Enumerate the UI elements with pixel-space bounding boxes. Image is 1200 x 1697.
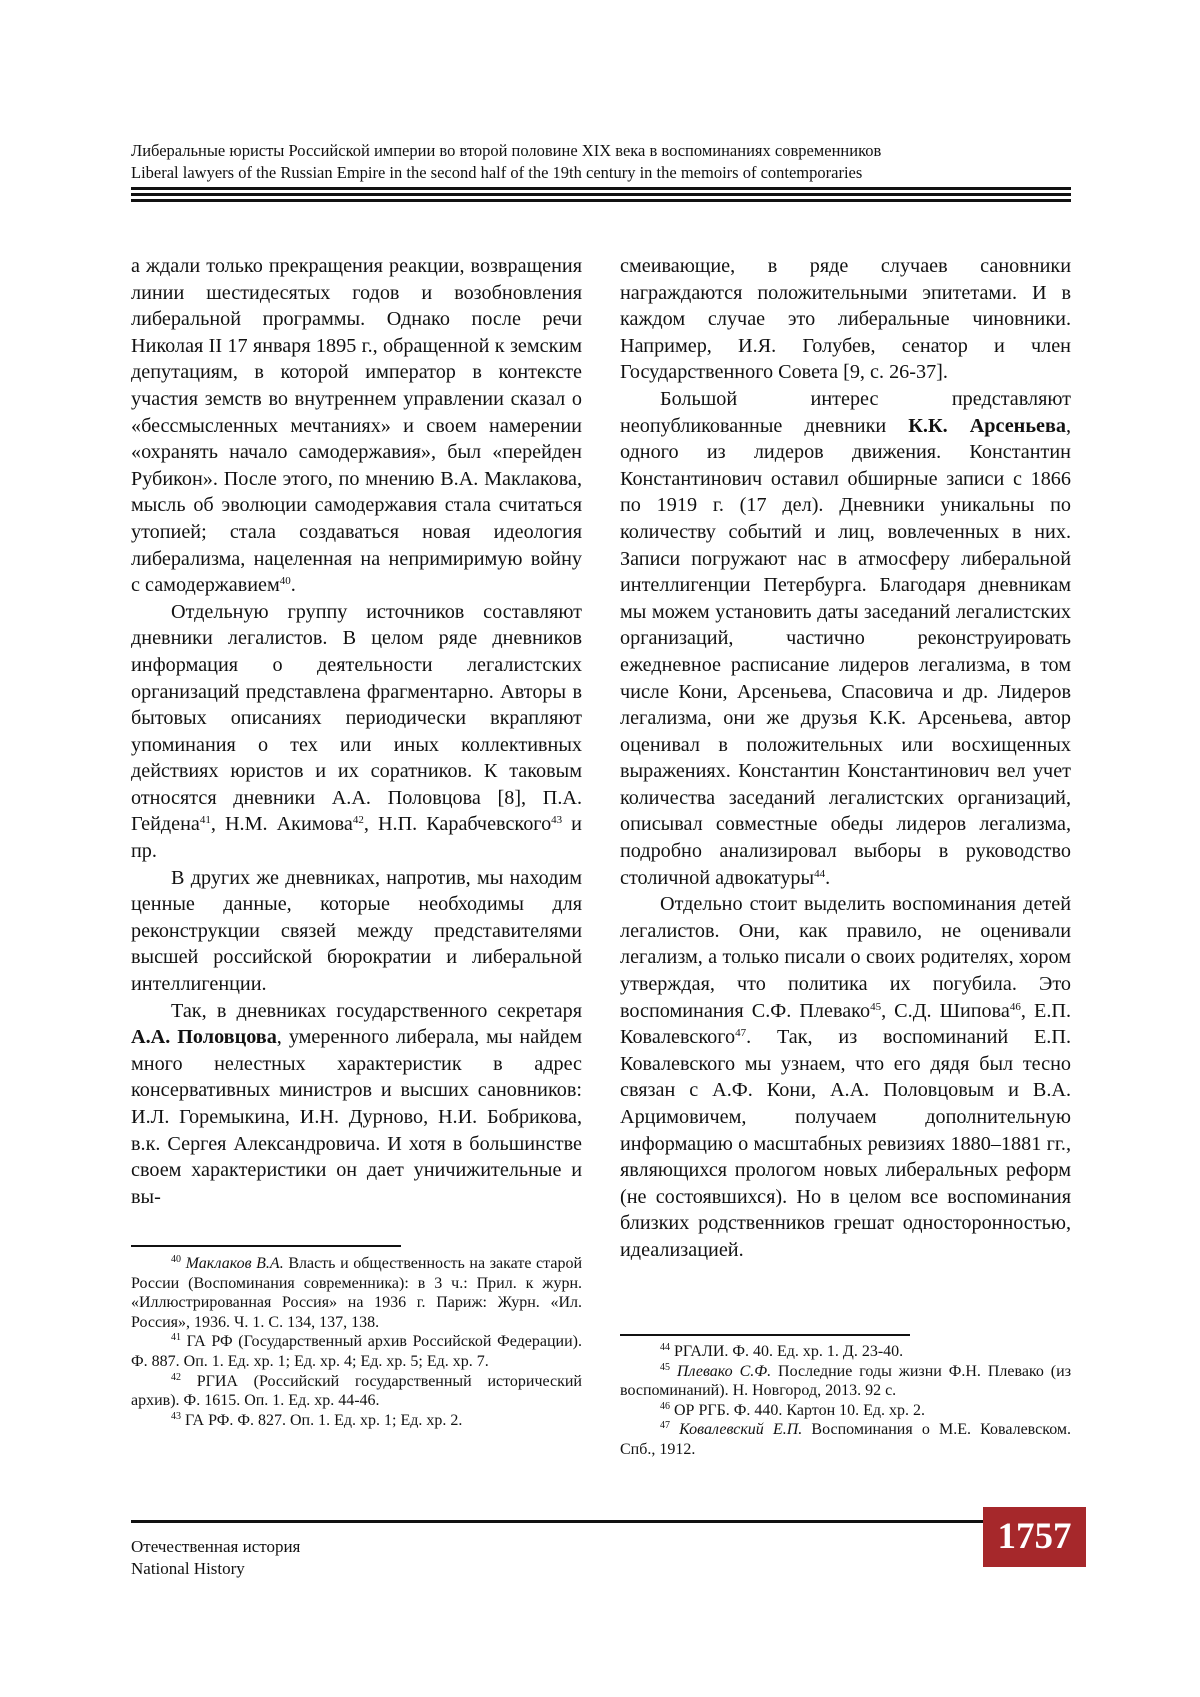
journal-footer	[131, 1536, 300, 1580]
running-header	[131, 140, 1071, 184]
footnote-ref: 46	[1009, 1000, 1021, 1013]
paragraph: Отдельно стоит выделить воспоминания детей легалистов. Они, как правило, не оценивали легализм, а только писали о своих родителях, хором утверждая, что политика их погубила. Это воспоминания С.Ф. Плевако$^{45}$, С.Д. Шипова$^{46}$, Е.П. Ковалевского$^{47}$. Так, из воспоминаний Е.П. Ковалевского мы узнаем, что его дядя был тесно связан с А.Ф. Кони, А.А. Половцовым и В.А. Арцимовичем, получаем дополнительную информацию о масштабных ревизиях 1880–1881 гг., являющихся прологом новых либеральных реформ (не состоявшихся). Но в целом все воспоминания близких родственников грешат односторонностью, идеализацией.	[620, 893, 1071, 1261]
footnote-ref: 40	[279, 575, 291, 588]
footnote: $^{42}$ РГИА (Российский государственный исторический архив). Ф. 1615. Оп. 1. Ед. хр. 44-46.	[131, 1371, 582, 1410]
footnote-ref: 43	[551, 814, 563, 827]
footnotes-right	[620, 1342, 1071, 1460]
paragraph: Отдельную группу источников составляют дневники легалистов. В целом ряде дневников информация о деятельности легалистских организаций представлена фрагментарно. Авторы в бытовых описаниях периодически вкрапляют упоминания о тех или иных коллективных действиях юристов и их соратников. К таковым относятся дневники А.А. Половцова [8], П.А. Гейдена$^{41}$, Н.М. Акимова$^{42}$, Н.П. Карабчевского$^{43}$ и пр.	[131, 600, 582, 863]
footer-rule	[131, 1520, 1071, 1523]
footnote: $^{43}$ ГА РФ. Ф. 827. Оп. 1. Ед. хр. 1; Ед. хр. 2.	[171, 1410, 463, 1429]
footnote-rule	[131, 1245, 401, 1247]
footnotes-left	[131, 1254, 582, 1430]
footnote: $^{47}$ Ковалевский Е.П. Воспоминания о М.Е. Ковалевском. Спб., 1912.	[620, 1420, 1072, 1458]
right-column	[620, 253, 1071, 1264]
bold-name: А.А. Половцова	[131, 1026, 277, 1049]
journal-name-ru: Отечественная история	[131, 1537, 301, 1556]
footnote: $^{41}$ ГА РФ (Государственный архив Российской Федерации). Ф. 887. Оп. 1. Ед. хр. 1; Ед. хр. 4; Ед. хр. 5; Ед. хр. 7.	[131, 1332, 582, 1370]
left-column	[131, 253, 582, 1210]
footnote: $^{44}$ РГАЛИ. Ф. 40. Ед. хр. 1. Д. 23-40.	[660, 1342, 904, 1360]
footnote-ref: 42	[352, 814, 364, 827]
footnote-rule	[620, 1334, 910, 1336]
header-rule-3	[131, 199, 1071, 202]
paragraph: Большой интерес представляют неопубликованные дневники К.К. Арсеньева, одного из лидеров движения. Константин Константинович оставил обширные записи с 1866 по 1919 г. (17 дел). Дневники уникальны по количеству событий и лиц, вовлеченных в них. Записи погружают нас в атмосферу либеральной интеллигенции Петербурга. Благодаря дневникам мы можем установить даты заседаний легалистских организаций, частично реконструировать ежедневное расписание лидеров легализма, в том числе Кони, Арсеньева, Спасовича и др. Лидеров легализма, они же друзья К.К. Арсеньева, автор оценивал в положительных или восхищенных выражениях. Константин Константинович вел учет количества заседаний легалистских организаций, описывал совместные обеды лидеров легализма, подробно анализировал выборы в руководство столичной адвокатуры$^{44}$.	[620, 387, 1071, 889]
footnote-ref: 47	[735, 1027, 747, 1040]
bold-name: К.К. Арсеньева	[908, 414, 1066, 437]
journal-name-en: National History	[131, 1559, 245, 1578]
footnote: $^{46}$ ОР РГБ. Ф. 440. Картон 10. Ед. хр. 2.	[660, 1400, 926, 1419]
footnote: $^{45}$ Плевако С.Ф. Последние годы жизни Ф.Н. Плевако (из воспоминаний). Н. Новгород, 2013. 92 с.	[620, 1361, 1072, 1400]
paragraph: смеивающие, в ряде случаев сановники награждаются положительными эпитетами. И в каждом случае это либеральные чиновники. Например, И.Я. Голубев, сенатор и член Государственного Совета [9, с. 26-37].	[620, 255, 1071, 384]
paragraph: а ждали только прекращения реакции, возвращения линии шестидесятых годов и возобновления либеральной программы. Однако после речи Николая II 17 января 1895 г., обращенной к земским депутациям, в которой император в контексте участия земств во внутреннем управлении сказал о «бессмысленных мечтаниях» и своем намерении «охранять начало самодержавия», был «перейден Рубикон». После этого, по мнению В.А. Маклакова, мысль об эволюции самодержавия стала считаться утопией; стала создаваться новая идеология либерализма, нацеленная на непримиримую войну с самодержавием$^{40}$.	[131, 255, 582, 597]
footnote: $^{40}$ Маклаков В.А. Власть и общественность на закате старой России (Воспоминания современника): в 3 ч.: Прил. к журн. «Иллюстрированная Россия» на 1936 г. Париж: Журн. «Ил. Россия», 1936. Ч. 1. С. 134, 137, 138.	[131, 1254, 583, 1331]
paragraph: Так, в дневниках государственного секретаря А.А. Половцова, умеренного либерала, мы найдем много нелестных характеристик в адрес консервативных министров и высших сановников: И.Л. Горемыкина, И.Н. Дурново, Н.И. Бобрикова, в.к. Сергея Александровича. И хотя в большинстве своем характеристики он дает уничижительные и вы-	[131, 999, 582, 1208]
paragraph: В других же дневниках, напротив, мы находим ценные данные, которые необходимы для реконструкции связей между представителями высшей российской бюрократии и либеральной интеллигенции.	[131, 866, 582, 996]
header-rule-2	[131, 193, 1071, 196]
footnote-ref: 41	[199, 814, 211, 827]
footnote-ref: 44	[814, 867, 826, 880]
page-number: 1757	[983, 1507, 1086, 1567]
footnote-ref: 45	[870, 1000, 882, 1013]
header-rule-1	[131, 187, 1071, 190]
running-header-en: Liberal lawyers of the Russian Empire in the second half of the 19th century in the memoirs of contemporaries	[131, 163, 863, 182]
running-header-ru: Либеральные юристы Российской империи во второй половине XIX века в воспоминаниях современников	[131, 141, 882, 160]
